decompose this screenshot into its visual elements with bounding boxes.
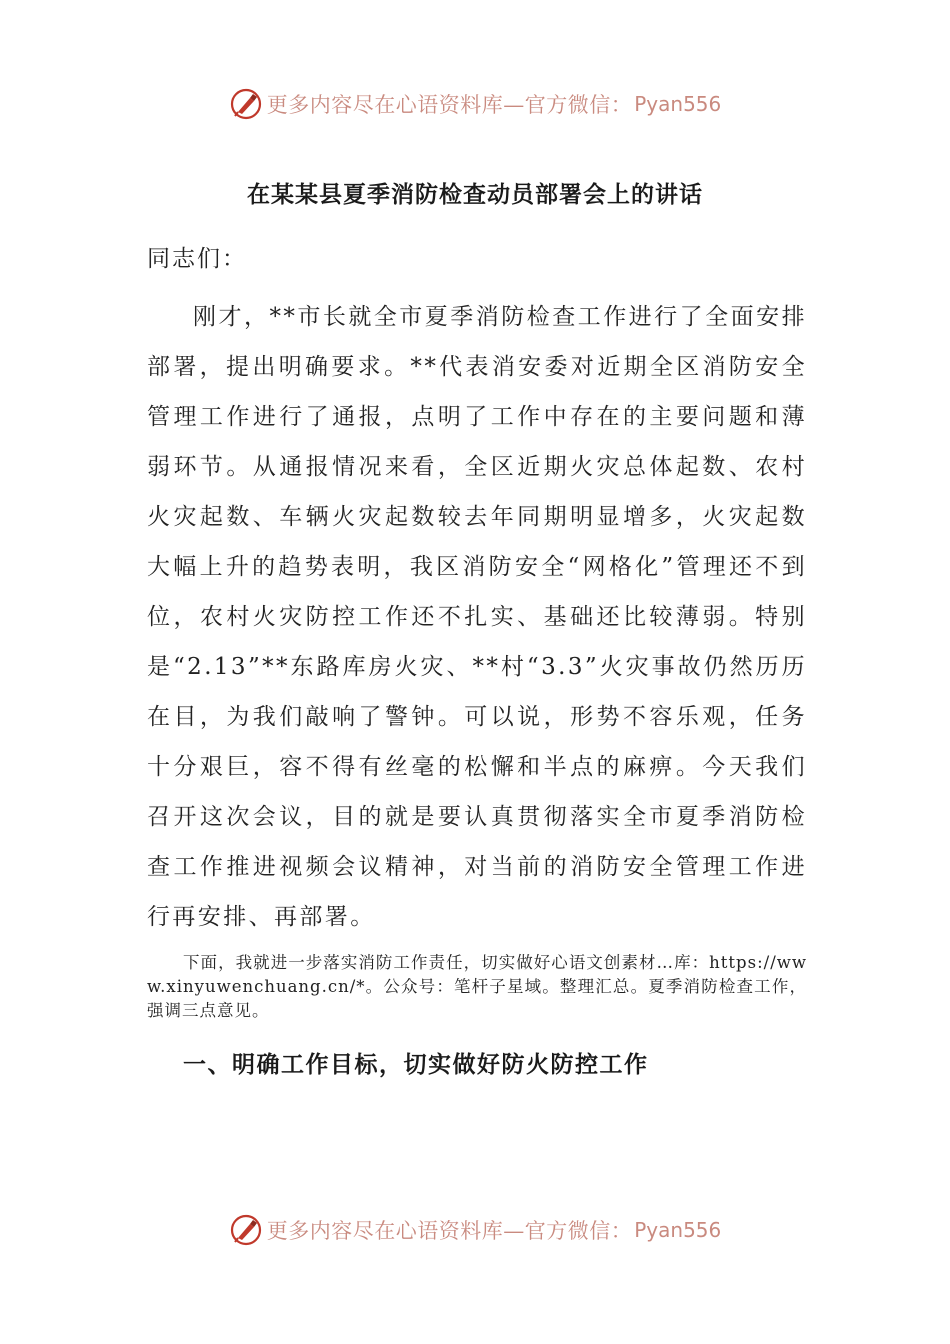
salutation: 同志们： <box>147 246 247 272</box>
body-paragraph-transition: 下面，我就进一步落实消防工作责任，切实做好心语文创素材…库：https://www.xinyuwenchuang.cn/*。公众号：笔杆子星域。整理汇总。夏季消防检查工作，强调三点意见。 <box>147 953 807 1020</box>
banner-handle: Pyan556 <box>634 1218 722 1242</box>
pen-nib-logo-icon <box>229 1213 263 1247</box>
banner-text: 更多内容尽在心语资料库—官方微信： <box>266 1219 633 1243</box>
banner-text: 更多内容尽在心语资料库—官方微信： <box>266 93 633 117</box>
body-paragraph-intro: 刚才，**市长就全市夏季消防检查工作进行了全面安排部署，提出明确要求。**代表消安委对近期全区消防安全管理工作进行了通报，点明了工作中存在的主要问题和薄弱环节。从通报情况来看，全区近期火灾总体起数、农村火灾起数、车辆火灾起数较去年同期明显增多，火灾起数大幅上升的趋势表明，我区消防安全“网格化”管理还不到位，农村火灾防控工作还不扎实、基础还比较薄弱。特别是“2.13”**东路库房火灾、**村“3.3”火灾事故仍然历历在目，为我们敲响了警钟。可以说，形势不容乐观，任务十分艰巨，容不得有丝毫的松懈和半点的麻痹。今天我们召开这次会议，目的就是要认真贯彻落实全市夏季消防检查工作推进视频会议精神，对当前的消防安全管理工作进行再安排、再部署。 <box>147 304 807 930</box>
footer-watermark-banner <box>0 1210 950 1250</box>
pen-nib-logo-icon <box>229 87 263 121</box>
header-watermark-banner <box>0 84 950 124</box>
document-title: 在某某县夏季消防检查动员部署会上的讲话 <box>247 181 703 208</box>
section-heading-1: 一、明确工作目标，切实做好防火防控工作 <box>183 1051 649 1078</box>
banner-handle: Pyan556 <box>634 92 722 116</box>
